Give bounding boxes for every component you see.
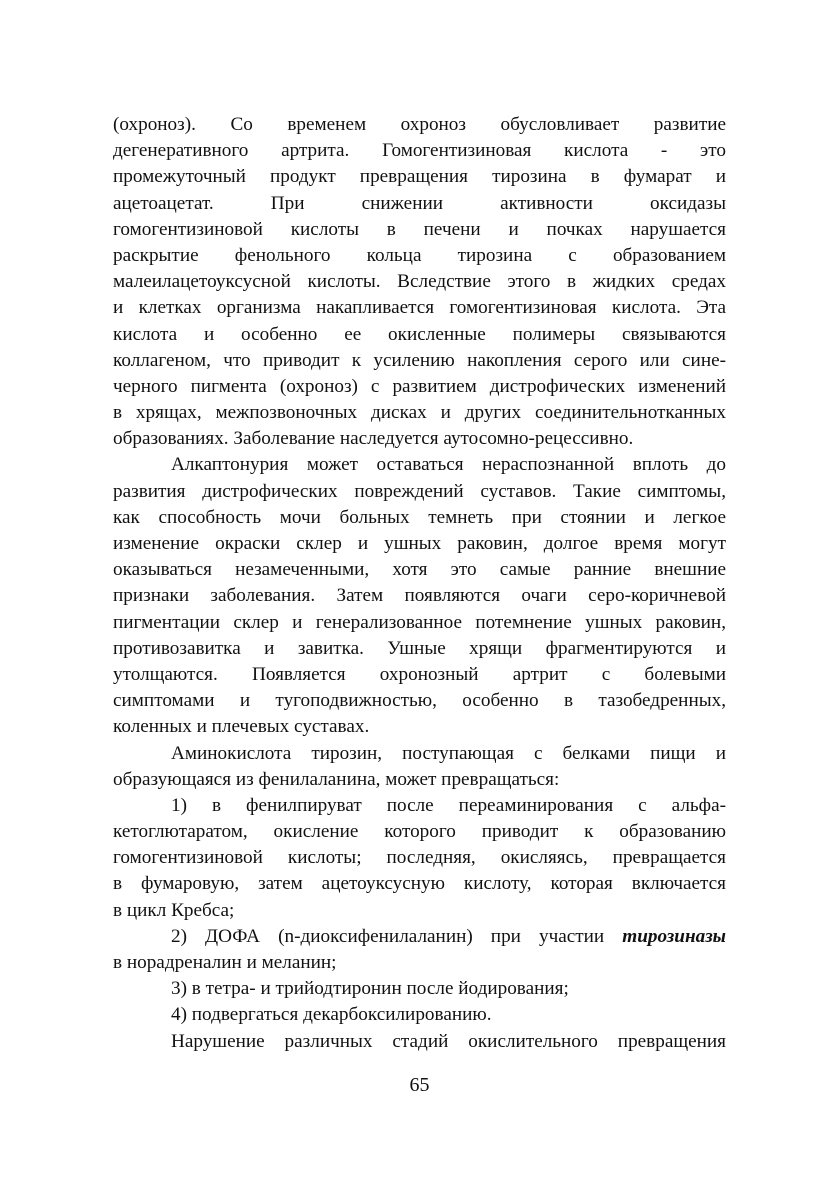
line-text: в хрящах, межпозвоночных дисках и других соединительнотканных	[113, 402, 726, 424]
line-text: пигментации склер и генерализованное потемнение ушных раковин,	[113, 611, 726, 633]
line-text: гомогентизиновой кислоты; последняя, окисляясь, превращается	[113, 847, 726, 869]
line-text: как способность мочи больных темнеть при стоянии и легкое	[113, 506, 726, 528]
line-text: образованиях. Заболевание наследуется аутосомно-рецессивно.	[113, 428, 634, 450]
text-line	[113, 1002, 726, 1028]
text-line	[113, 322, 726, 348]
text-line	[113, 662, 726, 688]
text-line	[113, 636, 726, 662]
line-text: кетоглютаратом, окисление которого приводит к образованию	[113, 821, 726, 843]
text-line	[113, 295, 726, 321]
text-line	[113, 479, 726, 505]
body-text	[113, 112, 726, 1055]
line-text: оказываться незамеченными, хотя это самые ранние внешние	[113, 559, 726, 581]
line-text: дегенеративного артрита. Гомогентизиновая кислота - это	[113, 140, 726, 162]
text-line	[113, 348, 726, 374]
line-text: Алкаптонурия может оставаться нераспознанной вплоть до	[171, 454, 726, 476]
line-text: 1) в фенилпируват после переаминирования с альфа-	[171, 794, 726, 816]
line-text: Аминокислота тирозин, поступающая с белками пищи и	[171, 742, 726, 764]
text-line	[113, 845, 726, 871]
text-line	[113, 217, 726, 243]
line-text: развития дистрофических повреждений суставов. Такие симптомы,	[113, 480, 726, 502]
text-line	[113, 767, 726, 793]
text-line	[113, 426, 726, 452]
line-text: кислота и особенно ее окисленные полимеры связываются	[113, 323, 726, 345]
line-text: промежуточный продукт превращения тирозина в фумарат и	[113, 166, 726, 188]
text-line	[113, 871, 726, 897]
line-text: гомогентизиновой кислоты в печени и почках нарушается	[113, 218, 726, 240]
line-text: раскрытие фенольного кольца тирозина с образованием	[113, 244, 726, 266]
text-line	[113, 793, 726, 819]
text-line	[113, 531, 726, 557]
text-line	[113, 610, 726, 636]
text-line	[113, 243, 726, 269]
text-line	[113, 138, 726, 164]
line-text: Нарушение различных стадий окислительного превращения	[171, 1030, 726, 1052]
page-number: 65	[409, 1074, 430, 1096]
line-text: малеилацетоуксусной кислоты. Вследствие этого в жидких средах	[113, 271, 726, 293]
line-text: (охроноз). Со временем охроноз обусловливает развитие	[113, 114, 726, 135]
text-line	[113, 688, 726, 714]
line-text: ацетоацетат. При снижении активности оксидазы	[113, 192, 726, 214]
line-text: признаки заболевания. Затем появляются очаги серо-коричневой	[113, 585, 726, 607]
text-line	[113, 269, 726, 295]
text-line	[113, 400, 726, 426]
text-line	[113, 741, 726, 767]
text-line	[113, 976, 726, 1002]
line-text: коленных и плечевых суставах.	[113, 716, 370, 738]
line-text: в норадреналин и меланин;	[113, 952, 337, 973]
text-line	[113, 191, 726, 217]
text-line	[113, 583, 726, 609]
text-line	[113, 1029, 726, 1055]
line-text: изменение окраски склер и ушных раковин, долгое время могут	[113, 533, 726, 554]
line-text: утолщаются. Появляется охронозный артрит с болевыми	[113, 663, 726, 685]
emphasized-term: тирозиназы	[622, 925, 726, 947]
line-text: 3) в тетра- и трийодтиронин после йодирования;	[171, 978, 569, 1000]
text-line	[113, 164, 726, 190]
line-text: 4) подвергаться декарбоксилированию.	[171, 1004, 492, 1026]
text-line	[113, 924, 726, 950]
line-text: образующаяся из фенилаланина, может превращаться:	[113, 768, 560, 790]
text-line	[113, 898, 726, 924]
text-line	[113, 374, 726, 400]
text-line	[113, 950, 726, 976]
text-line	[113, 557, 726, 583]
text-line	[113, 819, 726, 845]
line-text: 2) ДОФА (n-диоксифенилаланин) при участии	[171, 925, 623, 947]
line-text: противозавитка и завитка. Ушные хрящи фрагментируются и	[113, 637, 726, 659]
text-line	[113, 714, 726, 740]
text-line	[113, 452, 726, 478]
line-text: черного пигмента (охроноз) с развитием дистрофических изменений	[113, 375, 726, 397]
line-text: и клетках организма накапливается гомогентизиновая кислота. Эта	[113, 297, 726, 319]
line-text: коллагеном, что приводит к усилению накопления серого или сине-	[113, 349, 726, 371]
text-line	[113, 112, 726, 138]
text-line	[113, 505, 726, 531]
line-text: симптомами и тугоподвижностью, особенно в тазобедренных,	[113, 690, 726, 712]
line-text: в фумаровую, затем ацетоуксусную кислоту, которая включается	[113, 873, 726, 895]
line-text: в цикл Кребса;	[113, 899, 235, 921]
